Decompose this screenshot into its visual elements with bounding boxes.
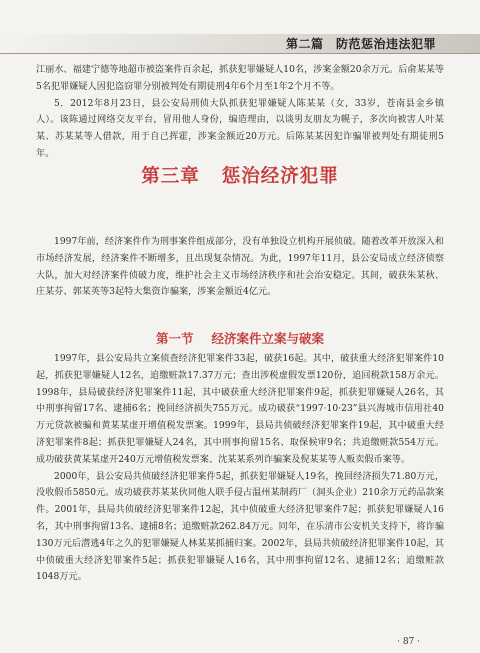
top-paragraphs [36,62,444,163]
chapter-title: 惩治经济犯罪 [221,166,339,187]
running-header-title: 第二篇 防范惩治违法犯罪 [285,37,436,51]
chapter-heading [0,162,480,188]
paragraph: 5．2012年8月23日，县公安局刑侦大队抓获犯罪嫌疑人陈某某（女，33岁，苍南县金乡镇人）。该陈通过网络交友平台，冒用他人身份，编造理由，以谈男友朋友为幌子，多次向被害人叶某某、苏某某等人借款，用于自己挥霍，涉案金额近20万元。后陈某某因犯诈骗罪被判处有期徒刑5年。 [36,98,444,159]
paragraph: 江丽水、福建宁德等地超市被盗案件百余起，抓获犯罪嫌疑人10名，涉案金额20余万元。后俞某某等5名犯罪嫌疑人因犯盗窃罪分别被判处有期徒刑4年6个月至1年2个月不等。 [36,65,444,92]
section-body [36,351,444,586]
paragraph: 1997年前，经济案件作为刑事案件组成部分，没有单独设立机构开展侦破。随着改革开放深入和市场经济发展，经济案件不断增多，且出现复杂情况。为此，1997年11月，县公安局成立经济侦察大队，加大对经济案件侦破力度，维护社会主义市场经济秩序和社会治安稳定。其间，破获朱某秋、庄某芬、郭某英等3起特大集资诈骗案，涉案金额近4亿元。 [36,237,444,298]
section-number: 第一节 [155,331,194,346]
paragraph: 1997年，县公安局共立案侦查经济犯罪案件33起，破获16起。其中，破获重大经济犯罪案件10起，抓获犯罪嫌疑人12名，追缴赃款17.37万元；查出涉税虚假发票120份，追回税款158万余元。1998年，县局破获经济犯罪案件11起，其中破获重大经济犯罪案件9起，抓获犯罪嫌疑人26名，其中刑事拘留17名、逮捕6名；挽回经济损失755万元。成功破获“1997·10·23”县兴海城市信用社40万元贷款被骗和黄某某虚开增值税发票案。1999年，县局共侦破经济犯罪案件19起，其中破重大经济犯罪案件8起；抓获犯罪嫌疑人24名，其中刑事拘留15名、取保候审9名；共追缴赃款554万元。成功破获黄某某虚开240万元增值税发票案、沈某某系列诈骗案及倪某某等人贩卖假币案等。 [36,354,444,465]
chapter-number: 第三章 [141,166,200,187]
paragraph: 2000年，县公安局共侦破经济犯罪案件5起，抓获犯罪嫌疑人19名，挽回经济损失71.80万元，没收假币5850元。成功破获苏某某伙同他人联手侵占温州某制药厂（洞头企业）210余万元药品款案件。2001年，县局共侦破经济犯罪案件12起，其中侦破重大经济犯罪案件7起；抓获犯罪嫌疑人16名，其中刑事拘留13名、逮捕8名；追缴赃款262.84万元。同年，在乐清市公安机关支持下，将诈骗130万元后潜逃4年之久的犯罪嫌疑人林某某抓捕归案。2002年，县局共侦破经济犯罪案件10起，其中侦破重大经济犯罪案件5起；抓获犯罪嫌疑人16名，其中刑事拘留12名、逮捕12名；追缴赃款1048万元。 [36,471,444,583]
running-header [0,34,480,54]
section-title: 经济案件立案与破案 [211,331,325,346]
section-heading [0,329,480,347]
page-number: · 87 · [397,637,420,647]
chapter-intro [36,234,444,301]
